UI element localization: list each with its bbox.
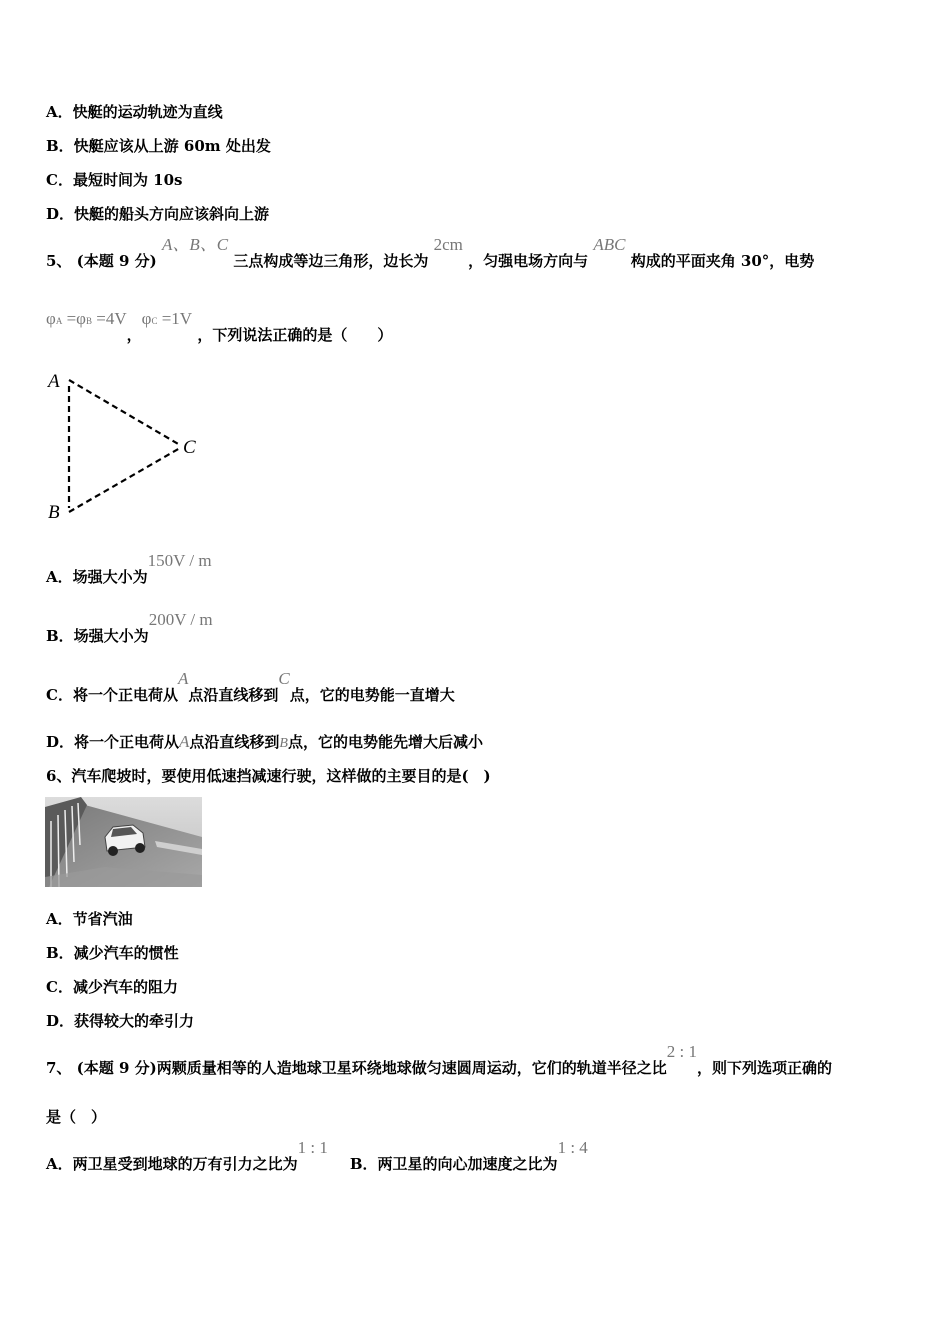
phi-a-sub: A (55, 316, 63, 326)
q4-option-d: D．快艇的船头方向应该斜向上游 (46, 205, 270, 223)
q5-comma: ， (126, 326, 142, 344)
q5-vertices: A、B、C (161, 235, 229, 254)
q7-stem1: 7、 (本题 9 分)两颗质量相等的人造地球卫星环绕地球做匀速圆周运动，它们的轨道半径之比 (46, 1059, 667, 1077)
q5-option-d-text3: 点，它的电势能先增大后减小 (287, 733, 483, 751)
equals-sign: = (66, 309, 77, 328)
q5-option-c-text3: 点，它的电势能一直增大 (289, 686, 455, 704)
q5-option-c-to: C (278, 669, 290, 688)
q4-option-b: B．快艇应该从上游 60m 处出发 (46, 137, 271, 155)
vertex-label-c: C (183, 437, 196, 458)
q5-option-c-text2: 点沿直线移到 (188, 686, 279, 704)
triangle-figure (40, 366, 210, 526)
q5-side-length: 2cm (433, 235, 463, 254)
q6-stem: 6、汽车爬坡时，要使用低速挡减速行驶，这样做的主要目的是( ) (46, 767, 491, 785)
q5-option-a-value: 150V / m (147, 551, 212, 570)
q7-option-a-text: A．两卫星受到地球的万有引力之比为 (46, 1155, 298, 1173)
q5-option-d (46, 732, 483, 754)
q5-option-b-value: 200V / m (148, 610, 213, 629)
q4-option-a: A．快艇的运动轨迹为直线 (46, 103, 223, 121)
q7-option-b-text: B．两卫星的向心加速度之比为 (349, 1155, 558, 1173)
q5-option-d-to: B (279, 736, 288, 751)
q7-options (46, 1138, 588, 1174)
q5-text1: 三点构成等边三角形，边长为 (233, 252, 429, 270)
q5-text3: 构成的平面夹角 30°，电势 (630, 252, 815, 270)
phi-b-sub: B (85, 316, 92, 326)
q7-stem2: ，则下列选项正确的 (696, 1059, 832, 1077)
triangle-side-ac (69, 380, 180, 445)
q4-option-c: C．最短时间为 10s (46, 171, 183, 189)
q5-plane: ABC (593, 235, 626, 254)
q7-stem-line1 (46, 1042, 832, 1078)
phi-a: φ (46, 309, 56, 328)
car-uphill-photo (45, 797, 202, 887)
q5-option-c (46, 669, 455, 705)
q7-ratio: 2 : 1 (666, 1042, 697, 1061)
q5-option-d-from: A (179, 732, 190, 751)
phi-c-value: =1V (161, 309, 193, 328)
triangle-side-bc (69, 448, 180, 512)
phi-b: φ (76, 309, 86, 328)
q5-option-c-from: A (177, 669, 189, 688)
phi-ab-value: =4V (96, 309, 127, 328)
q5-option-a (46, 551, 212, 587)
q6-option-c: C．减少汽车的阻力 (46, 978, 178, 996)
q5-stem-line2 (46, 309, 393, 347)
q5-number: 5、 (46, 252, 72, 270)
q5-option-a-text: A．场强大小为 (46, 568, 148, 586)
q7-option-a-value: 1 : 1 (297, 1138, 328, 1157)
vertex-label-b: B (48, 502, 60, 523)
q5-option-d-text1: D．将一个正电荷从 (46, 733, 180, 751)
q5-points: (本题 9 分) (76, 252, 157, 270)
q5-stem-line1 (46, 235, 815, 271)
q5-option-d-text2: 点沿直线移到 (189, 733, 280, 751)
q7-stem-line2: 是（ ） (46, 1108, 107, 1126)
q7-option-b-value: 1 : 4 (557, 1138, 588, 1157)
q5-option-b (46, 610, 213, 646)
q5-text4: ，下列说法正确的是（ ） (197, 326, 393, 344)
q5-option-b-text: B．场强大小为 (46, 627, 149, 645)
vertex-label-a: A (48, 371, 60, 392)
phi-c-sub: C (151, 316, 158, 326)
q6-option-a: A．节省汽油 (46, 910, 133, 928)
q5-text2: ，匀强电场方向与 (468, 252, 589, 270)
q5-option-c-text1: C．将一个正电荷从 (46, 686, 178, 704)
phi-c: φ (141, 309, 152, 328)
q6-option-d: D．获得较大的牵引力 (46, 1012, 195, 1030)
q5-potentials (46, 309, 127, 328)
q5-potential-c (142, 309, 192, 328)
q6-option-b: B．减少汽车的惯性 (46, 944, 179, 962)
